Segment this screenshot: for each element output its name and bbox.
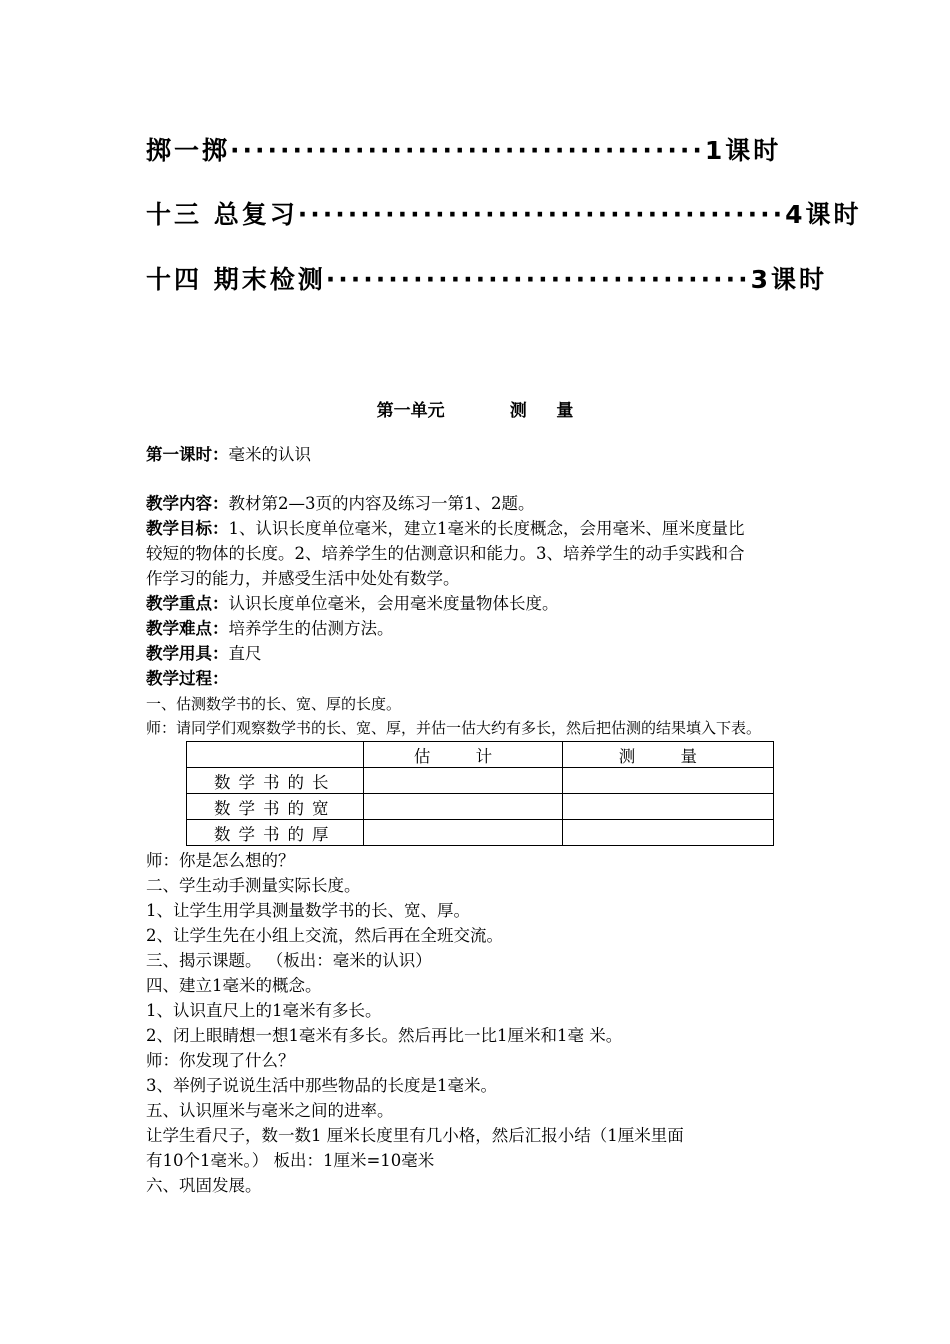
lesson-label: 第一课时： bbox=[146, 445, 229, 464]
lesson-line bbox=[146, 444, 311, 466]
goals-line-1 bbox=[146, 518, 745, 540]
table-cell-measure bbox=[562, 820, 773, 846]
step-3: 三、揭示课题。 （板出：毫米的认识） bbox=[146, 951, 432, 970]
process-label: 教学过程： bbox=[146, 669, 229, 688]
step-5: 五、认识厘米与毫米之间的进率。 bbox=[146, 1101, 394, 1120]
step-5-text-1: 让学生看尺子，数一数1 厘米长度里有几小格，然后汇报小结（1厘米里面 bbox=[146, 1126, 684, 1145]
process-line bbox=[146, 668, 229, 690]
lesson-text: 毫米的认识 bbox=[228, 445, 311, 464]
content-line bbox=[146, 493, 535, 515]
step-4: 四、建立1毫米的概念。 bbox=[146, 976, 322, 995]
table-row bbox=[187, 820, 774, 846]
table-cell-measure bbox=[562, 794, 773, 820]
step-4-item-1: 1、认识直尺上的1毫米有多长。 bbox=[146, 1001, 382, 1020]
table-cell-estimate bbox=[364, 820, 562, 846]
key-point-text: 认识长度单位毫米，会用毫米度量物体长度。 bbox=[228, 594, 559, 613]
table-row-label: 数学书的长 bbox=[187, 768, 364, 794]
difficulty-label: 教学难点： bbox=[146, 619, 229, 638]
table-cell-estimate bbox=[364, 768, 562, 794]
goals-text-1: 1、认识长度单位毫米，建立1毫米的长度概念，会用毫米、厘米度量比 bbox=[228, 519, 745, 538]
difficulty-text: 培养学生的估测方法。 bbox=[228, 619, 394, 638]
step-2-item-1: 1、让学生用学具测量数学书的长、宽、厚。 bbox=[146, 901, 470, 920]
step-4-item-2: 2、闭上眼睛想一想1毫米有多长。然后再比一比1厘米和1毫 米。 bbox=[146, 1026, 623, 1045]
teacher-line-2: 师：你是怎么想的？ bbox=[146, 851, 295, 870]
toc-item-review: 十三 总复习·······································4课时 bbox=[146, 200, 862, 229]
step-2-item-2: 2、让学生先在小组上交流，然后再在全班交流。 bbox=[146, 926, 503, 945]
step-5-text-2: 有10个1毫米。） 板出：1厘米=10毫米 bbox=[146, 1151, 435, 1170]
goals-line-3: 作学习的能力，并感受生活中处处有数学。 bbox=[146, 569, 460, 588]
step-2: 二、学生动手测量实际长度。 bbox=[146, 876, 361, 895]
teacher-line-1: 师：请同学们观察数学书的长、宽、厚，并估一估大约有多长，然后把估测的结果填入下表。 bbox=[146, 719, 762, 737]
difficulty-line bbox=[146, 618, 394, 640]
teacher-line-3: 师：你发现了什么？ bbox=[146, 1051, 295, 1070]
table-header-cell: 测 量 bbox=[562, 742, 773, 768]
goals-label: 教学目标： bbox=[146, 519, 229, 538]
table-header-row bbox=[187, 742, 774, 768]
toc-item-final-exam: 十四 期末检测··································3课时 bbox=[146, 265, 827, 294]
table-header-cell: 估 计 bbox=[364, 742, 562, 768]
content-text: 教材第2—3页的内容及练习一第1、2题。 bbox=[228, 494, 535, 513]
content-label: 教学内容： bbox=[146, 494, 229, 513]
table-header-cell bbox=[187, 742, 364, 768]
key-point-line bbox=[146, 593, 559, 615]
table-cell-estimate bbox=[364, 794, 562, 820]
estimate-table bbox=[186, 741, 774, 846]
goals-line-2: 较短的物体的长度。2、培养学生的估测意识和能力。3、培养学生的动手实践和合 bbox=[146, 544, 745, 563]
step-6: 六、巩固发展。 bbox=[146, 1176, 262, 1195]
tools-text: 直尺 bbox=[228, 644, 262, 663]
toc-item-throw: 掷一掷······································1课时 bbox=[146, 136, 782, 165]
table-row bbox=[187, 794, 774, 820]
tools-label: 教学用具： bbox=[146, 644, 229, 663]
table-cell-measure bbox=[562, 768, 773, 794]
key-point-label: 教学重点： bbox=[146, 594, 229, 613]
unit-title: 第一单元 测 量 bbox=[376, 401, 574, 421]
table-row-label: 数学书的宽 bbox=[187, 794, 364, 820]
tools-line bbox=[146, 643, 262, 665]
table-row bbox=[187, 768, 774, 794]
step-4-item-3: 3、举例子说说生活中那些物品的长度是1毫米。 bbox=[146, 1076, 497, 1095]
table-row-label: 数学书的厚 bbox=[187, 820, 364, 846]
step-1: 一、估测数学书的长、宽、厚的长度。 bbox=[146, 695, 402, 713]
